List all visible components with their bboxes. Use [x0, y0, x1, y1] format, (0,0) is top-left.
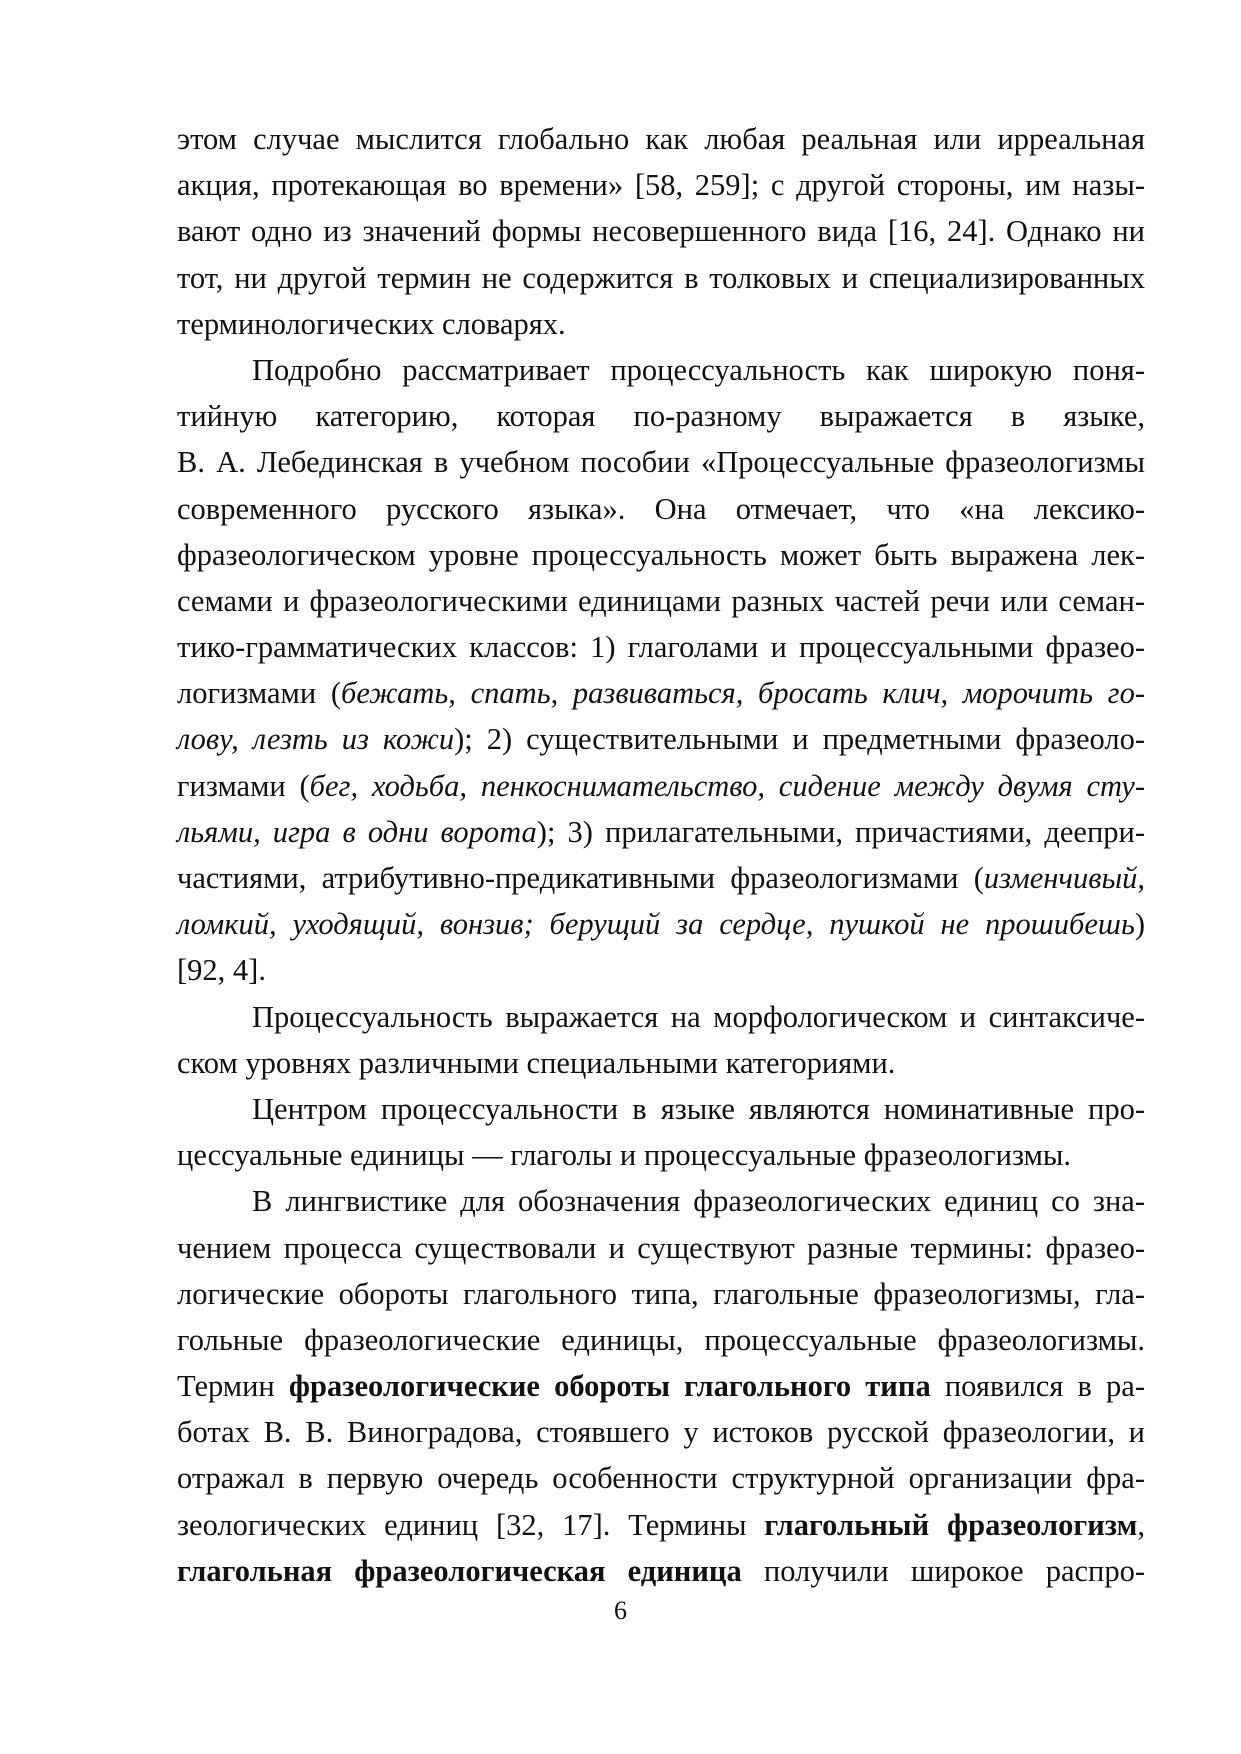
text-line — [177, 255, 1145, 301]
text-line — [177, 947, 1145, 993]
italic-example: бег, ходьба, пенкоснимательство, сидение между двумя сту- — [309, 768, 1146, 803]
text-line — [177, 162, 1145, 208]
text-segment: гольные фразеологические единицы, процессуальные фразеологизмы. — [177, 1322, 1145, 1357]
text-segment: акция, протекающая во времени» [58, 259]; с другой стороны, им назы- — [177, 168, 1145, 203]
text-line — [177, 578, 1145, 624]
bold-term: глагольный фразеологизм — [764, 1507, 1138, 1542]
text-segment: отражал в первую очередь особенности структурной организации фра- — [177, 1461, 1145, 1496]
text-segment: логические обороты глагольного типа, глагольные фразеологизмы, гла- — [177, 1276, 1145, 1311]
text-segment: вают одно из значений формы несовершенного вида [16, 24]. Однако ни — [177, 214, 1145, 249]
text-segment: В. А. Лебединская в учебном пособии «Процессуальные фразеологизмы — [177, 445, 1145, 480]
bold-term: фразеологические обороты глагольного типа — [288, 1369, 931, 1404]
text-line — [177, 1502, 1145, 1548]
text-line — [177, 116, 1145, 162]
text-segment: частиями, атрибутивно-предикативными фразеологизмами ( — [177, 861, 984, 895]
text-segment: ском уровнях различными специальными категориями. — [177, 1045, 896, 1080]
text-segment: чением процесса существовали и существуют разные термины: фразео- — [177, 1230, 1145, 1265]
text-segment: ); 2) существительными и предметными фразеоло- — [454, 722, 1145, 757]
text-line — [177, 1086, 1145, 1132]
text-segment: появился в ра- — [930, 1369, 1145, 1404]
italic-example: бежать, спать, развиваться, бросать клич, морочить го- — [341, 676, 1145, 711]
text-segment: получили широкое распро- — [741, 1553, 1145, 1588]
text-segment: Центром процессуальности в языке являются номинативные про- — [252, 1091, 1145, 1126]
text-line — [177, 716, 1145, 762]
italic-example: льями, игра в одни ворота — [177, 814, 537, 849]
text-segment: фразеологическом уровне процессуальность может быть выражена лек- — [177, 537, 1145, 572]
text-line — [177, 1548, 1145, 1594]
text-segment: семами и фразеологическими единицами разных частей речи или семан- — [177, 583, 1145, 618]
italic-example: лову, лезть из кожи — [177, 722, 455, 757]
text-segment: ботах В. В. Виноградова, стоявшего у истоков русской фразеологии, и — [177, 1415, 1145, 1450]
text-segment: , — [1137, 1507, 1145, 1542]
text-line — [177, 855, 1145, 901]
text-line — [177, 439, 1145, 485]
text-line — [177, 1409, 1145, 1455]
text-segment: Процессуальность выражается на морфологическом и синтаксиче- — [252, 999, 1145, 1034]
text-segment: тот, ни другой термин не содержится в толковых и специализированных — [177, 260, 1145, 295]
text-line — [177, 994, 1145, 1040]
text-segment: ) — [1134, 907, 1145, 942]
text-line — [177, 301, 1145, 347]
text-line — [177, 1132, 1145, 1178]
text-segment: Термин — [177, 1369, 289, 1404]
text-line — [177, 486, 1145, 532]
text-segment: современного русского языка». Она отмечает, что «на лексико- — [177, 491, 1145, 526]
text-line — [177, 1178, 1145, 1224]
text-line — [177, 763, 1145, 809]
text-segment: логизмами ( — [177, 676, 342, 711]
text-segment: этом случае мыслится глобально как любая реальная или ирреальная — [177, 122, 1145, 156]
text-line — [177, 1040, 1145, 1086]
italic-example: изменчивый, — [983, 861, 1145, 895]
page-number: 6 — [614, 1596, 627, 1625]
text-segment: В лингвистике для обозначения фразеологических единиц со зна- — [252, 1184, 1145, 1219]
text-line — [177, 1225, 1145, 1271]
text-line — [177, 624, 1145, 670]
text-segment: ); 3) прилагательными, причастиями, деепри- — [536, 814, 1145, 849]
text-line — [177, 393, 1145, 439]
text-line — [177, 347, 1145, 393]
text-segment: тико-грамматических классов: 1) глаголами и процессуальными фразео- — [177, 630, 1145, 665]
text-segment: [92, 4]. — [177, 953, 266, 988]
text-line — [177, 1317, 1145, 1363]
text-segment: тийную категорию, которая по-разному выражается в языке, — [177, 399, 1145, 434]
text-line — [177, 532, 1145, 578]
text-line — [177, 208, 1145, 254]
text-line — [177, 1271, 1145, 1317]
text-segment: зеологических единиц [32, 17]. Термины — [177, 1507, 765, 1542]
text-segment: цессуальные единицы — глаголы и процессуальные фразеологизмы. — [177, 1138, 1072, 1173]
text-line — [177, 1363, 1145, 1409]
bold-term: глагольная фразеологическая единица — [177, 1553, 742, 1588]
text-line — [177, 809, 1145, 855]
italic-example: ломкий, уходящий, вонзив; берущий за сердце, пушкой не прошибешь — [177, 907, 1135, 942]
text-line — [177, 1455, 1145, 1501]
text-segment: Подробно рассматривает процессуальность как широкую поня- — [252, 352, 1145, 387]
text-line — [177, 901, 1145, 947]
text-line — [177, 670, 1145, 716]
text-segment: гизмами ( — [177, 768, 310, 803]
body-text — [177, 116, 1145, 1594]
text-segment: терминологических словарях. — [177, 306, 566, 341]
